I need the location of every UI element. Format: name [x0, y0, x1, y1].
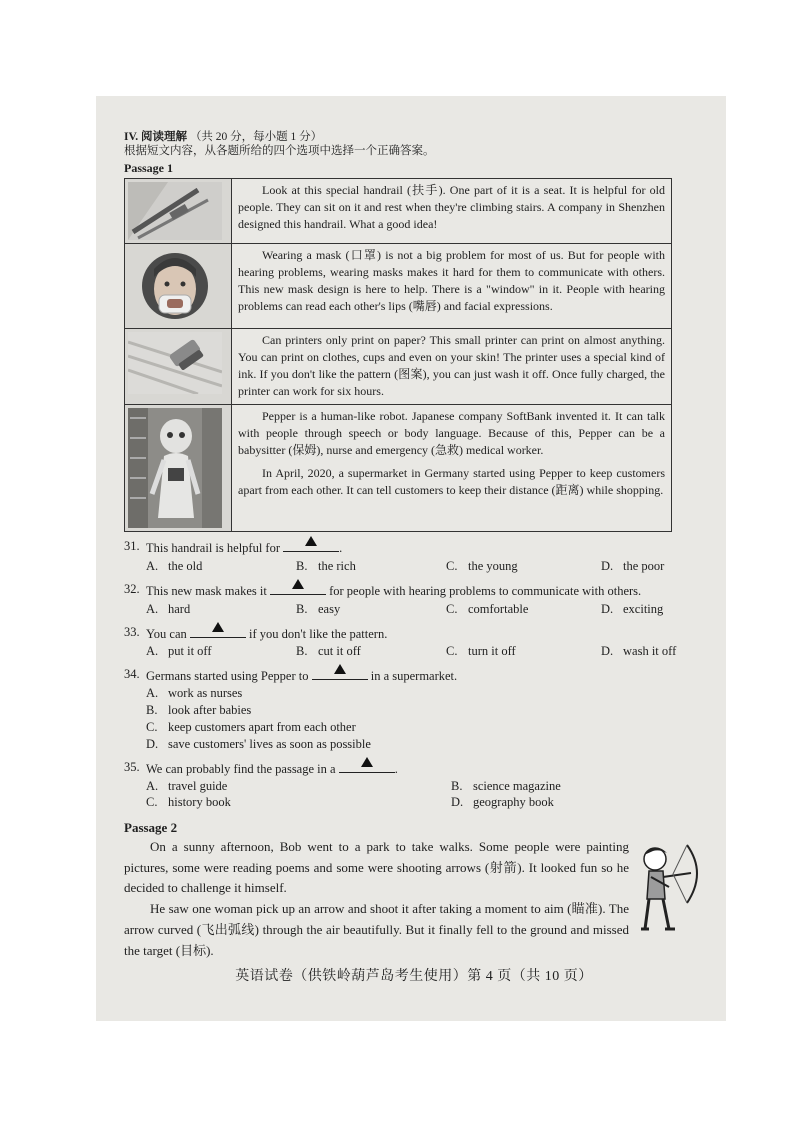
- option-c[interactable]: C. comfortable: [446, 601, 529, 616]
- option-b[interactable]: B. science magazine: [451, 778, 561, 793]
- option-d[interactable]: D. the poor: [601, 558, 665, 573]
- option-d[interactable]: D. save customers' lives as soon as possible: [146, 736, 371, 751]
- option-c[interactable]: C. turn it off: [446, 644, 516, 659]
- option-b[interactable]: B. easy: [296, 601, 341, 616]
- passage1-text-4: Pepper is a human-like robot. Japanese company SoftBank invented it. It can talk with people through speech or body language. Because of this, Pepper can be a babysitter (保姆), nurse and emergency (急救) medical worker. In April, 2020, a supermarket in Germany started using Pepper to keep customers apart from each other. It can tell customers to keep their distance (距离) while shopping.: [232, 405, 672, 532]
- answer-blank[interactable]: [312, 666, 368, 680]
- option-a[interactable]: A. travel guide: [146, 778, 228, 793]
- mask-photo: [125, 243, 232, 328]
- option-d[interactable]: D. geography book: [451, 795, 554, 810]
- passage2-text: On a sunny afternoon, Bob went to a park to take walks. Some people were painting pictures, some were reading poems and some were shooting arrows (射箭). It looked fun so he decided to challenge it himself. He saw one woman pick up an arrow and shoot it after taking a moment to aim (瞄准). The arrow curved (飞出弧线) through the air beautifully. But it finally fell to the ground and missed the target (目标).: [124, 838, 629, 958]
- passage1-text-3: Can printers only print on paper? This small printer can print on almost anything. You can print on clothes, cups and even on your skin! The printer uses a special kind of ink. If you don't like the pattern (图案), you can just wash it off. Once fully charged, the printer can work for six hours.: [232, 328, 672, 404]
- passage2: [124, 837, 704, 962]
- option-a[interactable]: A. hard: [146, 601, 191, 616]
- section-score: （共 20 分，每小题 1 分）: [189, 131, 323, 143]
- option-c[interactable]: C. history book: [146, 795, 231, 810]
- passage1-row: [125, 328, 672, 404]
- passage2-label: Passage 2: [124, 820, 178, 836]
- option-b[interactable]: B. cut it off: [296, 644, 361, 659]
- passage1-row: [125, 178, 672, 243]
- option-d[interactable]: D. exciting: [601, 601, 664, 616]
- option-c[interactable]: C. the young: [446, 558, 518, 573]
- question-33: 33. You can if you don't like the pattern. A. put it off B. cut it off C. turn it off D. wash it off: [124, 624, 704, 661]
- option-a[interactable]: A. put it off: [146, 644, 212, 659]
- option-a[interactable]: A. the old: [146, 558, 203, 573]
- page-footer: 英语试卷（供铁岭葫芦岛考生使用）第 4 页（共 10 页）: [235, 968, 593, 984]
- section-title: IV. 阅读理解: [124, 131, 188, 143]
- section-instruction: 根据短文内容，从各题所给的四个选项中选择一个正确答案。: [124, 145, 435, 158]
- exam-content: [124, 130, 704, 987]
- answer-blank[interactable]: [190, 624, 246, 638]
- question-35: 35. We can probably find the passage in a . A. travel guide B. science magazine C. history book D. geography book: [124, 759, 704, 812]
- answer-blank[interactable]: [270, 581, 326, 595]
- question-34: 34. Germans started using Pepper to in a supermarket. A. work as nurses B. look after babies C. keep customers apart from each other D. save customers' lives as soon as possible: [124, 666, 704, 752]
- option-d[interactable]: D. wash it off: [601, 644, 677, 659]
- archer-cartoon: [629, 837, 704, 962]
- passage1-row: [125, 243, 672, 328]
- passage1-label: Passage 1: [124, 160, 173, 175]
- option-c[interactable]: C. keep customers apart from each other: [146, 719, 356, 734]
- robot-photo: [125, 405, 232, 532]
- handrail-photo: [125, 178, 232, 243]
- question-32: 32. This new mask makes it for people with hearing problems to communicate with others. A. hard B. easy C. comfortable D. exciting: [124, 581, 704, 618]
- printer-photo: [125, 328, 232, 404]
- passage1-text-2: Wearing a mask (口罩) is not a big problem for most of us. But for people with hearing problems, wearing masks makes it hard for them to communicate with others. This new mask design is here to help. There is a "window" in it. People with hearing problems can read each other's lips (嘴唇) and facial expressions.: [232, 243, 672, 328]
- passage1-text-1: Look at this special handrail (扶手). One part of it is a seat. It is helpful for old people. They can sit on it and rest when they're climbing stairs. A company in Shenzhen designed this handrail. What a good idea!: [232, 178, 672, 243]
- question-31: 31. This handrail is helpful for . A. the old B. the rich C. the young D. the poor: [124, 538, 704, 575]
- section-header: [124, 130, 704, 159]
- passage1-table: [124, 178, 672, 532]
- option-b[interactable]: B. the rich: [296, 558, 356, 573]
- option-b[interactable]: B. look after babies: [146, 703, 252, 718]
- passage1-row: [125, 405, 672, 532]
- exam-page: [96, 96, 726, 1021]
- answer-blank[interactable]: [339, 759, 395, 773]
- answer-blank[interactable]: [283, 538, 339, 552]
- option-a[interactable]: A. work as nurses: [146, 686, 243, 701]
